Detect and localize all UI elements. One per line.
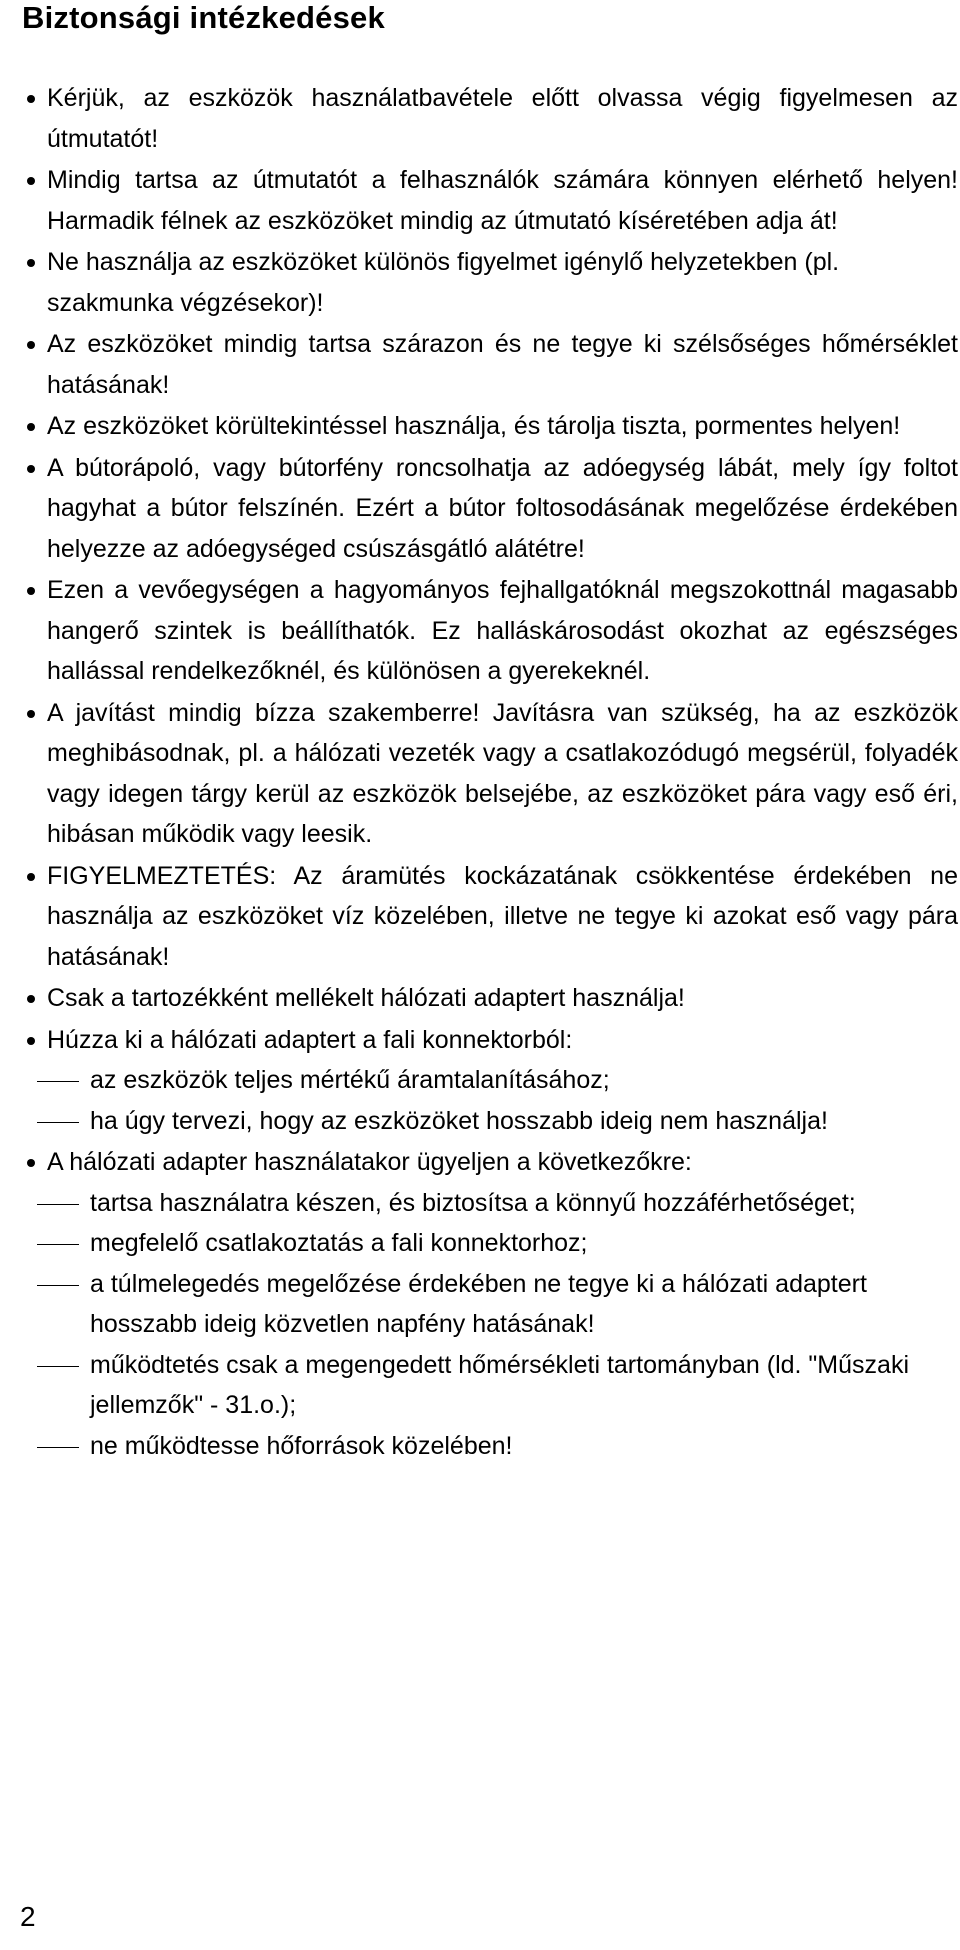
dash-icon [37, 1081, 79, 1082]
sub-list-item: tartsa használatra készen, és biztosítsa a könnyű hozzáférhetőséget; [47, 1183, 958, 1224]
sub-list-item: a túlmelegedés megelőzése érdekében ne tegye ki a hálózati adaptert hosszabb ideig közvetlen napfény hatásának! [47, 1264, 958, 1345]
dash-icon [37, 1244, 79, 1245]
list-item: Csak a tartozékként mellékelt hálózati adaptert használja! [0, 978, 958, 1019]
bullet-icon [27, 177, 35, 185]
list-item-unplug: Húzza ki a hálózati adaptert a fali konnektorból: az eszközök teljes mértékű áramtalanításához; ha úgy tervezi, hogy az eszközöket hosszabb ideig nem használja! [0, 1020, 958, 1142]
list-item-adapter: A hálózati adapter használatakor ügyeljen a következőkre: tartsa használatra készen, és biztosítsa a könnyű hozzáférhetőséget; megfelelő csatlakoztatás a fali konnektorhoz; a túlmelegedés megelőzése érdekében ne tegye ki a hálózati adaptert hosszabb ideig közvetlen napfény hatásának! működtetés csak a megengedett hőmérsékleti tartományban (ld. "Műszaki jellemzők" - 31.o.); ne működtesse hőforrások közelében! [0, 1142, 958, 1466]
sub-list-item: ne működtesse hőforrások közelében! [47, 1426, 958, 1467]
page-number: 2 [20, 1901, 36, 1932]
bullet-icon [27, 995, 35, 1003]
list-item: A javítást mindig bízza szakemberre! Javításra van szükség, ha az eszközök meghibásodnak, pl. a hálózati vezeték vagy a csatlakozódugó megsérül, folyadék vagy idegen tárgy kerül az eszközök belsejébe, az eszközöket pára vagy eső éri, hibásan működik vagy leesik. [0, 693, 958, 855]
bullet-icon [27, 873, 35, 881]
sub-list-item: működtetés csak a megengedett hőmérsékleti tartományban (ld. "Műszaki jellemzők" - 31.o.); [47, 1345, 958, 1426]
dash-icon [37, 1122, 79, 1123]
adapter-sublist [47, 1183, 958, 1467]
list-item: Kérjük, az eszközök használatbavétele előtt olvassa végig figyelmesen az útmutatót! [0, 78, 958, 159]
list-item: FIGYELMEZTETÉS: Az áramütés kockázatának csökkentése érdekében ne használja az eszközöket víz közelében, illetve ne tegye ki azokat eső vagy pára hatásának! [0, 856, 958, 978]
list-item: Ne használja az eszközöket különös figyelmet igénylő helyzetekben (pl. szakmunka végzésekor)! [0, 242, 958, 323]
list-item: Mindig tartsa az útmutatót a felhasználók számára könnyen elérhető helyen! Harmadik félnek az eszközöket mindig az útmutató kíséretében adja át! [0, 160, 958, 241]
bullet-icon [27, 587, 35, 595]
dash-icon [37, 1366, 79, 1367]
list-item: Az eszközöket mindig tartsa szárazon és ne tegye ki szélsőséges hőmérséklet hatásának! [0, 324, 958, 405]
sub-list-item: ha úgy tervezi, hogy az eszközöket hosszabb ideig nem használja! [47, 1101, 958, 1142]
unplug-sublist [47, 1060, 958, 1141]
sub-list-item: az eszközök teljes mértékű áramtalanításához; [47, 1060, 958, 1101]
safety-list [0, 78, 960, 1467]
bullet-icon [27, 465, 35, 473]
bullet-icon [27, 423, 35, 431]
bullet-icon [27, 710, 35, 718]
list-item: Ezen a vevőegységen a hagyományos fejhallgatóknál megszokottnál magasabb hangerő szintek is beállíthatók. Ez halláskárosodást okozhat az egészséges hallással rendelkezőknél, és különösen a gyerekeknél. [0, 570, 958, 692]
list-item: Az eszközöket körültekintéssel használja, és tárolja tiszta, pormentes helyen! [0, 406, 958, 447]
bullet-icon [27, 1159, 35, 1167]
page-title: Biztonsági intézkedések [22, 0, 385, 35]
sub-list-item: megfelelő csatlakoztatás a fali konnektorhoz; [47, 1223, 958, 1264]
bullet-icon [27, 1037, 35, 1045]
list-item: A bútorápoló, vagy bútorfény roncsolhatja az adóegység lábát, mely így foltot hagyhat a bútor felszínén. Ezért a bútor foltosodásának megelőzése érdekében helyezze az adóegységed csúszásgátló alátétre! [0, 448, 958, 570]
dash-icon [37, 1447, 79, 1448]
dash-icon [37, 1285, 79, 1286]
bullet-icon [27, 259, 35, 267]
dash-icon [37, 1204, 79, 1205]
bullet-icon [27, 95, 35, 103]
bullet-icon [27, 341, 35, 349]
